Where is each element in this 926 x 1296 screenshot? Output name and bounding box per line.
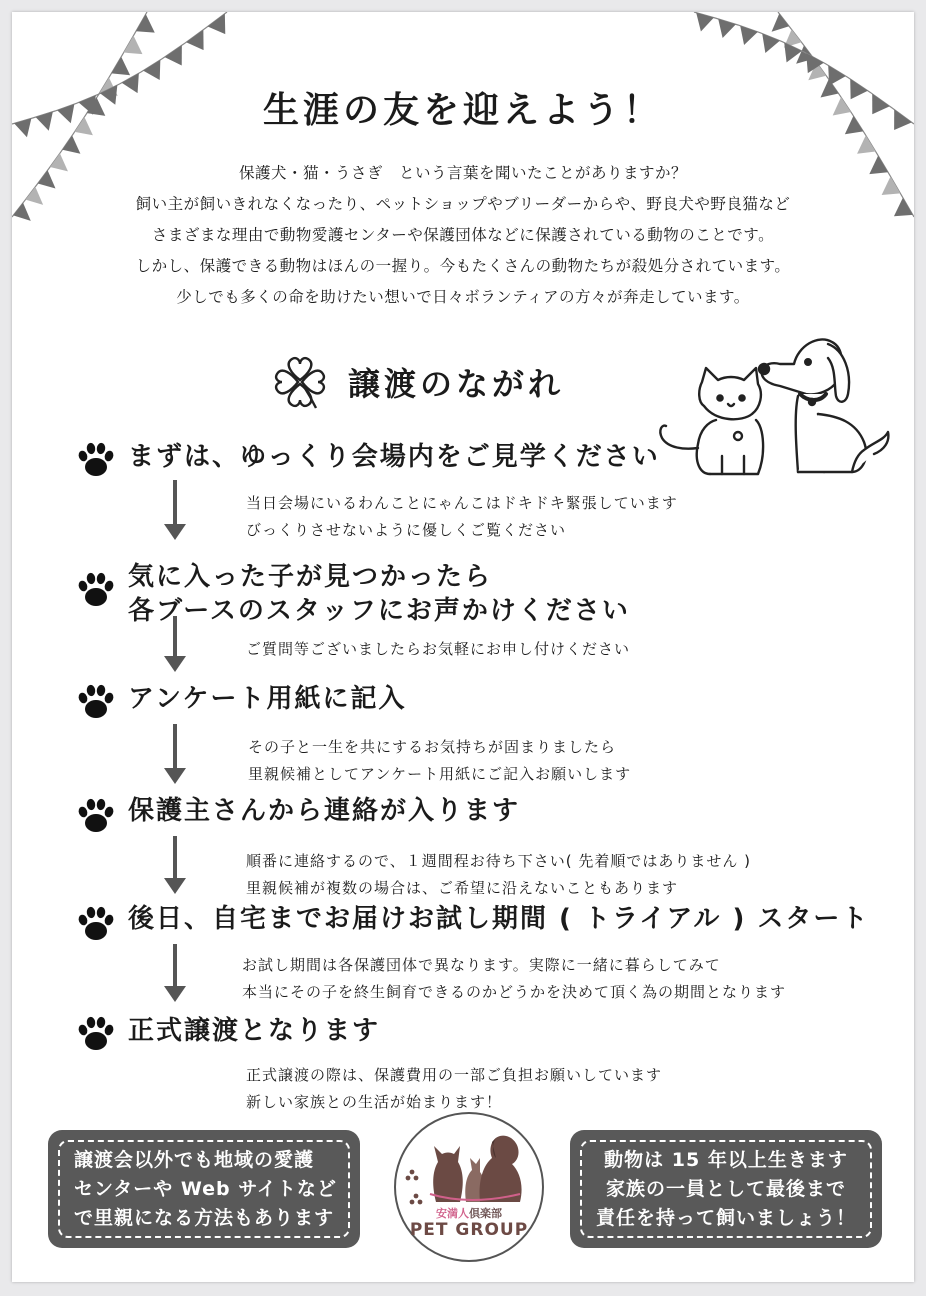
flow-step-description [248, 734, 631, 788]
flow-step-title-line: 保護主さんから連絡が入ります [128, 796, 521, 826]
pets-illustration [648, 324, 894, 476]
flow-step-description-line: 本当にその子を終生飼育できるのかどうかを決めて頂く為の期間となります [242, 983, 787, 1001]
flow-step-description-line: 里親候補が複数の場合は、ご希望に沿えないこともあります [246, 879, 679, 897]
flow-step-description [246, 1062, 662, 1116]
paw-icon [76, 904, 116, 944]
logo-club-name-part2: 倶楽部 [469, 1207, 502, 1220]
flow-step-title [128, 794, 520, 828]
flow-step-title [128, 1014, 380, 1048]
flow-step-description-line: お試し期間は各保護団体で異なります。実際に一緒に暮らしてみて [242, 956, 721, 974]
down-arrow-icon [162, 616, 188, 672]
flyer-page [12, 12, 914, 1282]
paw-icon [76, 440, 116, 480]
logo-pets-icon [396, 1114, 542, 1214]
flow-step-title-line: 各ブースのスタッフにお声かけください [128, 596, 630, 626]
flow-step-title-line: 後日、自宅までお届けお試し期間 ( トライアル ) スタート [128, 904, 870, 934]
flow-step-title [128, 682, 406, 716]
flow-step-title [128, 440, 660, 474]
intro-line: 少しでも多くの命を助けたい想いで日々ボランティアの方々が奔走しています。 [176, 288, 750, 306]
page-title: 生涯の友を迎えよう！ [262, 90, 663, 131]
clover-icon [270, 352, 330, 412]
down-arrow-icon [162, 836, 188, 894]
intro-line: しかし、保護できる動物はほんの一握り。今もたくさんの動物たちが殺処分されています。 [135, 257, 791, 275]
pet-group-logo [394, 1112, 544, 1262]
intro-line: 保護犬・猫・うさぎ という言葉を聞いたことがありますか？ [238, 164, 687, 182]
flow-step-title-line: 気に入った子が見つかったら [128, 562, 493, 592]
info-box-line: 譲渡会以外でも地域の愛護 [74, 1148, 315, 1171]
logo-club-name-part1: 安満人 [436, 1207, 469, 1220]
down-arrow-icon [162, 944, 188, 1002]
flow-step-description-line: 順番に連絡するので、１週間程お待ち下さい( 先着順ではありません ) [246, 852, 751, 870]
flow-step-title-line: 正式譲渡となります [128, 1016, 381, 1046]
flow-step-description-line: 正式譲渡の際は、保護費用の一部ご負担お願いしています [246, 1066, 663, 1084]
info-box-right [570, 1130, 882, 1248]
paw-icon [76, 682, 116, 722]
flow-step-description-line: ご質問等ございましたらお気軽にお申し付けください [246, 640, 631, 658]
flow-step-title-line: アンケート用紙に記入 [128, 684, 407, 714]
logo-group-name: PET GROUP [409, 1220, 529, 1240]
info-box-line: 家族の一員として最後まで [605, 1177, 846, 1200]
paw-icon [76, 570, 116, 610]
dog-illustration [759, 339, 888, 472]
paw-icon [76, 796, 116, 836]
cat-illustration [660, 368, 763, 474]
intro-text [52, 158, 874, 313]
info-box-line: 動物は 15 年以上生きます [604, 1148, 848, 1171]
flow-step-title-line: まずは、ゆっくり会場内をご見学ください [128, 442, 660, 472]
flow-step-description-line: その子と一生を共にするお気持ちが固まりましたら [248, 738, 617, 756]
info-box-line: で里親になる方法もあります [74, 1206, 335, 1229]
flow-step-description-line: 里親候補としてアンケート用紙にご記入お願いします [248, 765, 632, 783]
flow-step-description-line: びっくりさせないように優しくご覧ください [246, 521, 567, 539]
intro-line: さまざまな理由で動物愛護センターや保護団体などに保護されている動物のことです。 [151, 226, 775, 244]
info-box-line: 責任を持って飼いましょう！ [595, 1206, 856, 1229]
flow-heading-label: 譲渡のながれ [348, 365, 565, 403]
flow-heading [270, 352, 564, 412]
info-box-line: センターや Web サイトなど [74, 1177, 337, 1200]
flow-step-description-line: 新しい家族との生活が始まります！ [246, 1093, 503, 1111]
flow-step-description-line: 当日会場にいるわんことにゃんこはドキドキ緊張しています [246, 494, 678, 512]
down-arrow-icon [162, 724, 188, 784]
flow-step-description [246, 490, 678, 544]
logo-club-name [396, 1205, 542, 1221]
paw-icon [76, 1014, 116, 1054]
flow-step-description [246, 848, 751, 902]
flow-step-title [128, 902, 869, 936]
intro-line: 飼い主が飼いきれなくなったり、ペットショップやブリーダーからや、野良犬や野良猫など [135, 195, 791, 213]
flow-step-description [246, 636, 630, 663]
flow-step-description [242, 952, 786, 1006]
info-box-left [48, 1130, 360, 1248]
flow-step-title [128, 560, 630, 628]
down-arrow-icon [162, 480, 188, 540]
